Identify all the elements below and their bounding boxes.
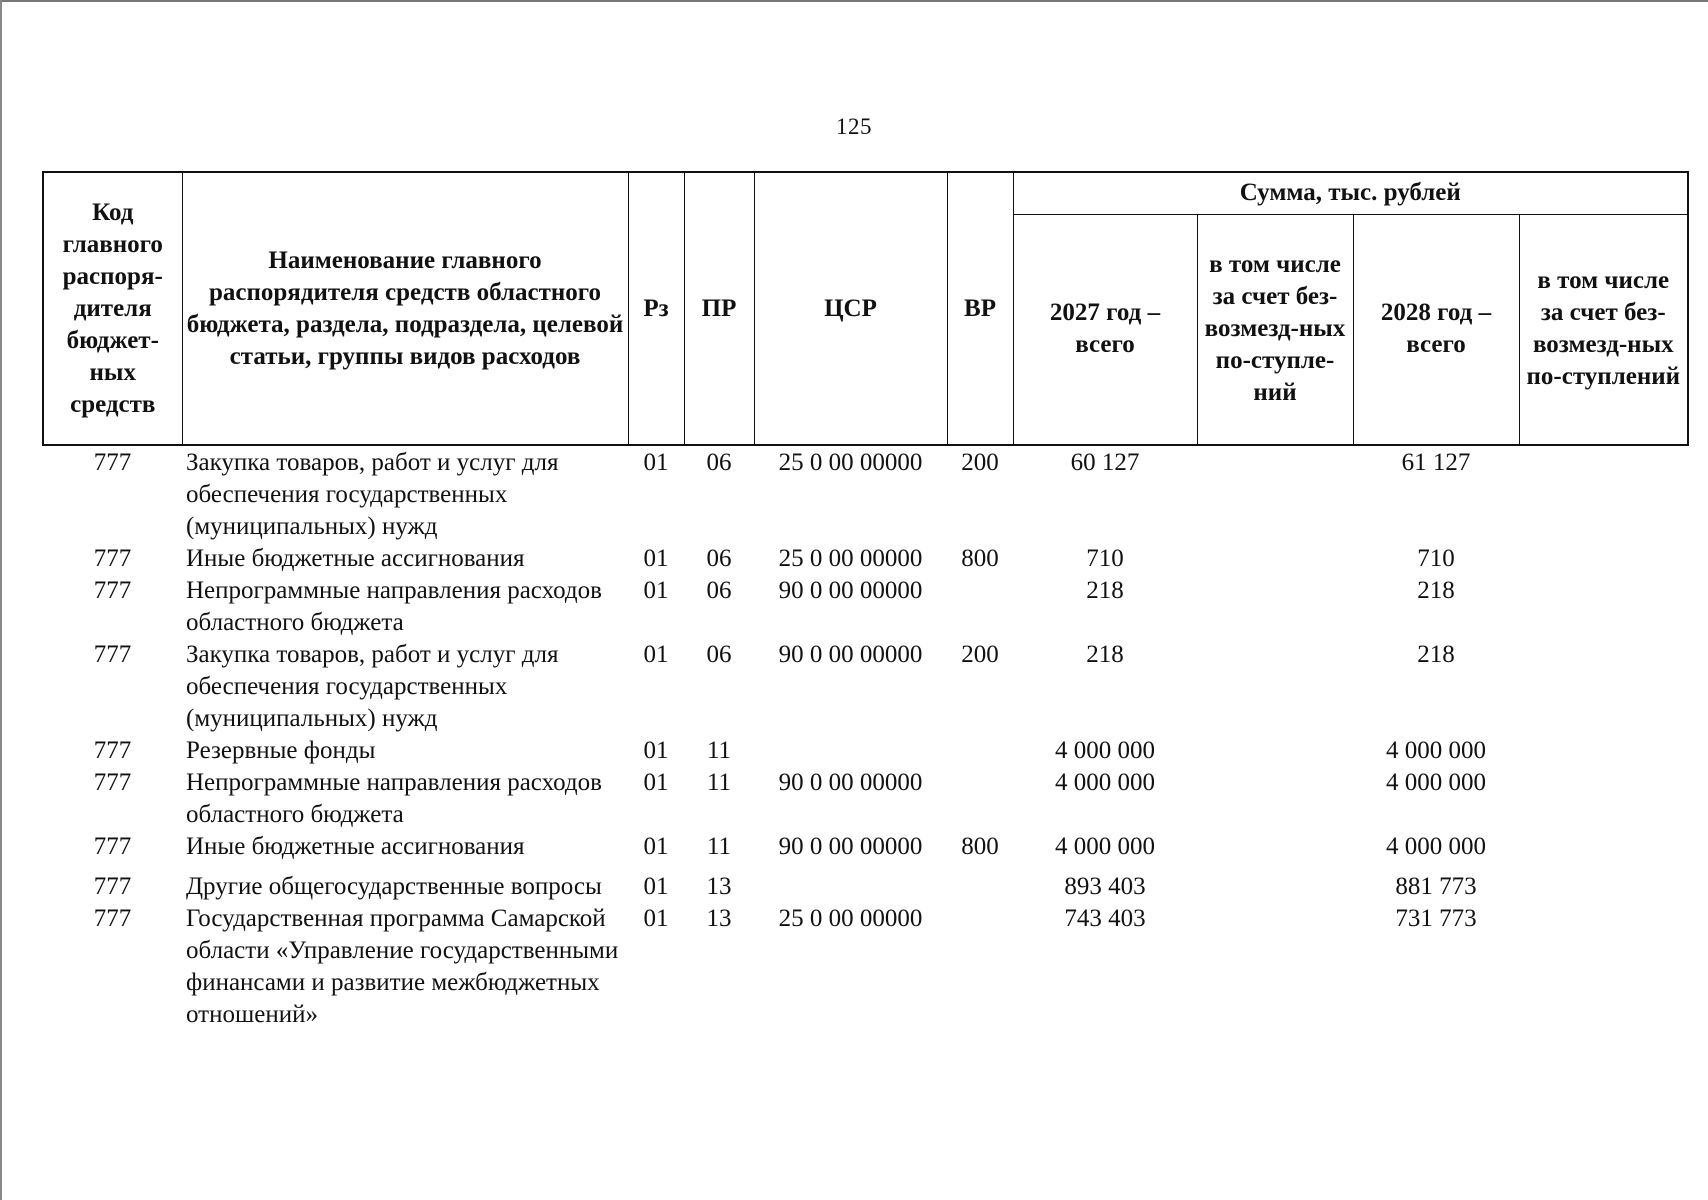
header-2027-total: 2027 год – всего: [1013, 214, 1197, 445]
table-row: [43, 543, 1688, 575]
cell-2027-total: 4 000 000: [1055, 769, 1155, 796]
cell-2028-free: [1519, 735, 1688, 767]
cell-code: 777: [93, 873, 132, 900]
header-name: Наименование главного распорядителя средств областного бюджета, раздела, подраздела, целевой статьи, группы видов расходов: [182, 172, 628, 445]
cell-2027-total: 4 000 000: [1055, 833, 1155, 860]
cell-rz: 01: [643, 449, 669, 476]
cell-vr: [947, 903, 1013, 1031]
cell-pr: 06: [706, 545, 732, 572]
cell-pr: 11: [706, 833, 732, 860]
cell-code: 777: [93, 449, 132, 476]
cell-2028-total: 4 000 000: [1386, 737, 1486, 764]
cell-2028-free: [1519, 445, 1688, 543]
table-row: [43, 831, 1688, 863]
cell-csr: 90 0 00 00000: [778, 833, 923, 860]
cell-2027-free: [1197, 445, 1353, 543]
cell-name: Непрограммные направления расходов областного бюджета: [186, 769, 602, 828]
table-row: [43, 863, 1688, 903]
cell-name: Закупка товаров, работ и услуг для обеспечения государственных (муниципальных) нужд: [186, 641, 559, 732]
cell-2028-free: [1519, 767, 1688, 831]
cell-2027-total: 218: [1086, 577, 1124, 604]
cell-code: 777: [93, 737, 132, 764]
header-sum-group: Сумма, тыс. рублей: [1013, 172, 1688, 214]
page-number: 125: [836, 114, 872, 139]
cell-code: 777: [93, 769, 132, 796]
cell-2028-total: 881 773: [1395, 873, 1477, 900]
cell-vr: 200: [961, 449, 999, 476]
cell-csr: [754, 735, 947, 767]
cell-pr: 06: [706, 577, 732, 604]
cell-rz: 01: [643, 577, 669, 604]
cell-csr: [754, 863, 947, 903]
cell-rz: 01: [643, 737, 669, 764]
cell-pr: 11: [706, 737, 732, 764]
cell-2028-total: 218: [1417, 577, 1455, 604]
cell-csr: 90 0 00 00000: [778, 641, 923, 668]
cell-vr: [947, 575, 1013, 639]
cell-rz: 01: [643, 833, 669, 860]
cell-2027-total: 60 127: [1070, 449, 1140, 476]
cell-2027-free: [1197, 543, 1353, 575]
header-csr: ЦСР: [754, 172, 947, 445]
cell-2027-total: 4 000 000: [1055, 737, 1155, 764]
cell-2027-total: 218: [1086, 641, 1124, 668]
table-row: [43, 735, 1688, 767]
cell-2027-free: [1197, 903, 1353, 1031]
header-rz: Рз: [628, 172, 684, 445]
cell-vr: [947, 735, 1013, 767]
cell-csr: 25 0 00 00000: [778, 449, 923, 476]
cell-rz: 01: [643, 641, 669, 668]
header-2027-free: в том числе за счет без-возмезд-ных по-ступле-ний: [1197, 214, 1353, 445]
cell-name: Иные бюджетные ассигнования: [186, 833, 525, 860]
cell-csr: 25 0 00 00000: [778, 545, 923, 572]
cell-2028-total: 218: [1417, 641, 1455, 668]
cell-2027-total: 893 403: [1064, 873, 1146, 900]
cell-name: Непрограммные направления расходов областного бюджета: [186, 577, 602, 636]
cell-2027-total: 710: [1086, 545, 1124, 572]
cell-csr: 25 0 00 00000: [778, 905, 923, 932]
cell-2028-total: 61 127: [1401, 449, 1471, 476]
cell-rz: 01: [643, 769, 669, 796]
cell-code: 777: [93, 641, 132, 668]
scan-edge-top: [0, 0, 1708, 2]
cell-2028-free: [1519, 543, 1688, 575]
cell-code: 777: [93, 833, 132, 860]
cell-name: Закупка товаров, работ и услуг для обеспечения государственных (муниципальных) нужд: [186, 449, 559, 540]
cell-2028-total: 710: [1417, 545, 1455, 572]
cell-pr: 06: [706, 449, 732, 476]
cell-vr: [947, 863, 1013, 903]
cell-2028-total: 4 000 000: [1386, 769, 1486, 796]
cell-code: 777: [93, 545, 132, 572]
budget-table: [42, 171, 1689, 1031]
cell-2028-free: [1519, 575, 1688, 639]
cell-2028-free: [1519, 903, 1688, 1031]
table-row: [43, 575, 1688, 639]
cell-pr: 06: [706, 641, 732, 668]
cell-vr: 200: [961, 641, 999, 668]
table-body: [43, 445, 1688, 1031]
cell-name: Резервные фонды: [186, 737, 376, 764]
header-vr: ВР: [947, 172, 1013, 445]
cell-rz: 01: [643, 905, 669, 932]
cell-name: Иные бюджетные ассигнования: [186, 545, 525, 572]
cell-2027-free: [1197, 863, 1353, 903]
cell-2027-free: [1197, 735, 1353, 767]
cell-2028-total: 731 773: [1395, 905, 1477, 932]
header-pr: ПР: [684, 172, 754, 445]
cell-2028-free: [1519, 863, 1688, 903]
table-row: [43, 445, 1688, 543]
cell-2027-free: [1197, 639, 1353, 735]
header-code: Код главного распоря-дителя бюджет-ных средств: [43, 172, 182, 445]
header-2028-free: в том числе за счет без-возмезд-ных по-ступлений: [1519, 214, 1688, 445]
cell-rz: 01: [643, 545, 669, 572]
cell-csr: 90 0 00 00000: [778, 577, 923, 604]
header-2028-total: 2028 год – всего: [1353, 214, 1519, 445]
table-row: [43, 903, 1688, 1031]
cell-2027-free: [1197, 767, 1353, 831]
cell-2028-free: [1519, 639, 1688, 735]
cell-2027-free: [1197, 575, 1353, 639]
table-row: [43, 767, 1688, 831]
cell-pr: 13: [706, 873, 732, 900]
cell-code: 777: [93, 577, 132, 604]
cell-rz: 01: [643, 873, 669, 900]
cell-2028-total: 4 000 000: [1386, 833, 1486, 860]
cell-pr: 11: [706, 769, 732, 796]
cell-vr: [947, 767, 1013, 831]
table-row: [43, 639, 1688, 735]
cell-2027-total: 743 403: [1064, 905, 1146, 932]
table-header: [43, 172, 1688, 445]
cell-2028-free: [1519, 831, 1688, 863]
cell-name: Государственная программа Самарской области «Управление государственными финансами и развитие межбюджетных отношений»: [186, 905, 619, 1028]
cell-pr: 13: [706, 905, 732, 932]
cell-vr: 800: [961, 545, 999, 572]
cell-name: Другие общегосударственные вопросы: [186, 873, 602, 900]
scan-edge-left: [0, 0, 2, 1200]
cell-2027-free: [1197, 831, 1353, 863]
cell-code: 777: [93, 905, 132, 932]
cell-vr: 800: [961, 833, 999, 860]
cell-csr: 90 0 00 00000: [778, 769, 923, 796]
